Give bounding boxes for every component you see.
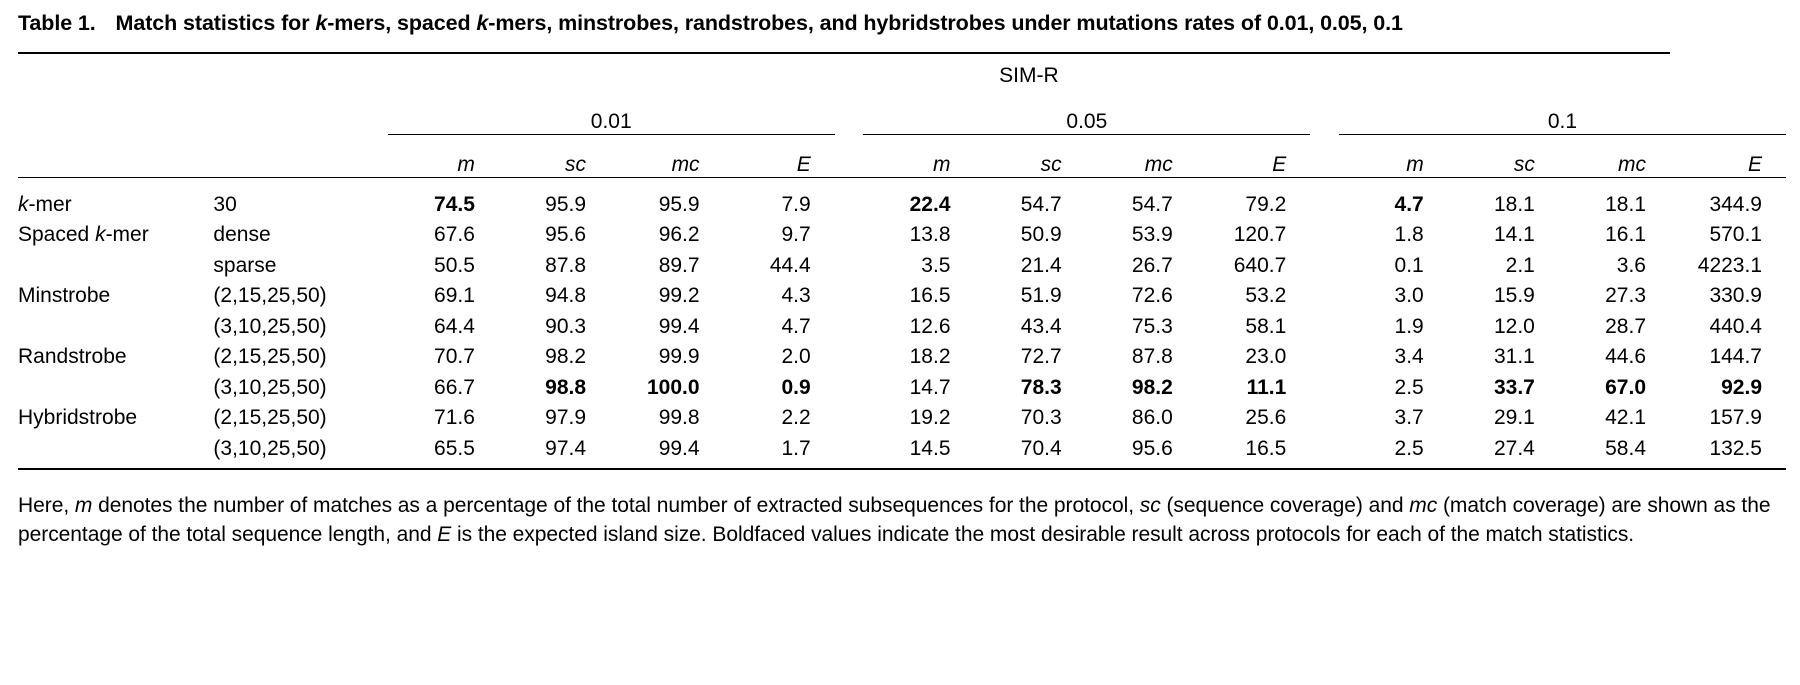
table-cell: 1.9	[1394, 314, 1424, 338]
table-cell: 53.2	[1245, 284, 1287, 307]
table-cell: 95.6	[1086, 430, 1197, 469]
row-protocol-name: k-mer	[18, 192, 72, 216]
table-row	[18, 369, 1786, 400]
table-row	[18, 308, 1786, 339]
table-cell: 3.4	[1394, 345, 1424, 368]
subheader-0-sc: sc	[499, 135, 610, 178]
subheader-1-e: E	[1197, 135, 1311, 178]
table-cell: 27.4	[1448, 430, 1559, 469]
table-cell: 97.9	[545, 406, 587, 429]
table-cell: 4.7	[1394, 192, 1424, 216]
table-cell: 64.4	[434, 314, 475, 338]
table-cell: 44.4	[769, 253, 811, 277]
table-caption-text: Match statistics for k-mers, spaced k-mers, minstrobes, randstrobes, and hybridstrobes under mutations rates of 0.01, 0.05, 0.1	[115, 11, 1403, 35]
subheader-blank-param	[213, 135, 387, 178]
table-cell: 43.4	[1020, 314, 1062, 338]
table-cell: 25.6	[1245, 406, 1287, 429]
row-protocol-name: Spaced k-mer	[18, 223, 149, 246]
table-cell: 87.8	[1131, 345, 1173, 368]
subheader-2-mc: mc	[1559, 135, 1670, 178]
column-gap	[835, 217, 864, 248]
table-cell: 44.6	[1605, 345, 1646, 368]
subheader-0-m: m	[388, 135, 499, 178]
table-cell: 14.5	[863, 430, 974, 469]
table-cell: 18.1	[1605, 192, 1646, 216]
column-gap	[835, 278, 864, 309]
table-cell: 21.4	[1020, 253, 1062, 277]
table-cell: 87.8	[545, 253, 587, 277]
table-cell: 28.7	[1605, 314, 1646, 338]
table-cell: 132.5	[1670, 430, 1786, 469]
table-cell: 74.5	[434, 192, 475, 216]
subheader-0-mc: mc	[610, 135, 724, 178]
table-footnote: Here, m denotes the number of matches as a percentage of the total number of extracted subsequences for the protocol, sc (sequence coverage) and mc (match coverage) are shown as the percentage of the total sequence length, and E is the expected island size. Boldfaced values indicate the most desirable result across protocols for each of the match statistics.	[18, 494, 1771, 546]
table-cell: 14.7	[909, 375, 951, 399]
table-row	[18, 400, 1786, 431]
table-cell: 570.1	[1709, 223, 1762, 246]
subheader-1-sc: sc	[975, 135, 1086, 178]
table-cell: 4223.1	[1697, 253, 1762, 277]
row-protocol-name	[18, 430, 213, 469]
table-cell: 0.9	[781, 375, 811, 399]
table-cell: 2.5	[1394, 375, 1424, 399]
subheader-1-m: m	[863, 135, 974, 178]
column-gap	[835, 400, 864, 431]
table-row	[18, 178, 1786, 217]
column-gap	[1310, 308, 1339, 339]
table-cell: 99.9	[658, 345, 700, 368]
table-cell: 18.2	[909, 345, 951, 368]
table-cell: 1.7	[724, 430, 835, 469]
row-protocol-name: Hybridstrobe	[18, 406, 138, 429]
table-cell: 0.1	[1394, 253, 1424, 277]
subheader-blank-name	[18, 135, 213, 178]
table-cell: 50.9	[1020, 223, 1062, 246]
table-cell: 69.1	[434, 284, 475, 307]
table-cell: 2.2	[781, 406, 811, 429]
table-cell: 98.2	[1131, 375, 1173, 399]
table-cell: 19.2	[909, 406, 951, 429]
table-cell: 2.5	[1339, 430, 1448, 469]
column-gap	[835, 339, 864, 370]
table-cell: 70.7	[434, 345, 475, 368]
table-cell: 95.9	[545, 192, 587, 216]
group-header-2: 0.1	[1339, 94, 1786, 135]
table-cell: 98.8	[545, 375, 587, 399]
table-cell: 11.1	[1246, 375, 1287, 399]
table-cell: 66.7	[434, 375, 475, 399]
subheader-gap-1	[835, 135, 864, 178]
row-parameters: 30	[213, 192, 237, 216]
row-parameters: (2,15,25,50)	[213, 406, 327, 429]
table-cell: 99.8	[658, 406, 700, 429]
table-cell: 23.0	[1245, 345, 1287, 368]
table-cell: 90.3	[545, 314, 587, 338]
subheader-0-e: E	[724, 135, 835, 178]
column-gap	[835, 369, 864, 400]
table-cell: 94.8	[545, 284, 587, 307]
column-gap	[835, 430, 864, 469]
column-gap	[1310, 278, 1339, 309]
header-simr: SIM-R	[388, 53, 1670, 94]
column-gap	[835, 308, 864, 339]
subheader-1-mc: mc	[1086, 135, 1197, 178]
table-row	[18, 247, 1786, 278]
table-cell: 95.6	[545, 223, 587, 246]
table-cell: 7.9	[781, 192, 811, 216]
table-cell: 54.7	[1020, 192, 1062, 216]
table-cell: 97.4	[499, 430, 610, 469]
column-gap	[1310, 339, 1339, 370]
table-cell: 157.9	[1709, 406, 1762, 429]
table-cell: 4.3	[781, 284, 811, 307]
table-cell: 54.7	[1131, 192, 1173, 216]
table-cell: 75.3	[1131, 314, 1173, 338]
column-gap	[1310, 400, 1339, 431]
table-cell: 89.7	[658, 253, 700, 277]
column-gap	[835, 247, 864, 278]
table-cell: 53.9	[1131, 223, 1173, 246]
row-parameters: dense	[213, 223, 271, 246]
table-cell: 120.7	[1233, 223, 1287, 246]
table-cell: 27.3	[1605, 284, 1646, 307]
table-cell: 3.0	[1394, 284, 1424, 307]
row-parameters: (3,10,25,50)	[213, 430, 387, 469]
table-cell: 29.1	[1493, 406, 1535, 429]
row-parameters: (2,15,25,50)	[213, 284, 327, 307]
table-cell: 3.5	[921, 253, 951, 277]
table-row	[18, 278, 1786, 309]
table-cell: 3.7	[1394, 406, 1424, 429]
column-gap	[1310, 247, 1339, 278]
column-gap	[1310, 217, 1339, 248]
group-header-1: 0.05	[863, 94, 1310, 135]
table-cell: 144.7	[1709, 345, 1762, 368]
column-gap	[835, 178, 864, 217]
table-cell: 67.0	[1605, 375, 1646, 399]
subheader-2-e: E	[1670, 135, 1786, 178]
table-cell: 22.4	[909, 192, 951, 216]
table-cell: 33.7	[1493, 375, 1535, 399]
subheader-2-sc: sc	[1448, 135, 1559, 178]
table-cell: 65.5	[388, 430, 499, 469]
header-blank-name	[18, 53, 213, 94]
table-cell: 86.0	[1131, 406, 1173, 429]
table-cell: 51.9	[1020, 284, 1062, 307]
table-cell: 42.1	[1605, 406, 1646, 429]
match-statistics-table	[18, 52, 1786, 470]
table-cell: 96.2	[658, 223, 700, 246]
table-cell: 92.9	[1721, 375, 1762, 399]
table-cell: 15.9	[1493, 284, 1535, 307]
table-cell: 344.9	[1709, 192, 1762, 216]
table-cell: 100.0	[647, 375, 700, 399]
spacer-param	[213, 94, 387, 135]
header-row-statistics	[18, 135, 1786, 178]
row-protocol-name	[18, 247, 213, 278]
header-row-groups	[18, 94, 1786, 135]
table-cell: 95.9	[658, 192, 700, 216]
table-cell: 78.3	[1020, 375, 1062, 399]
table-cell: 12.6	[909, 314, 951, 338]
table-cell: 440.4	[1709, 314, 1762, 338]
table-cell: 2.0	[781, 345, 811, 368]
column-gap	[1310, 178, 1339, 217]
table-cell: 72.6	[1131, 284, 1173, 307]
row-protocol-name: Minstrobe	[18, 284, 111, 307]
table-cell: 14.1	[1493, 223, 1535, 246]
table-cell: 70.4	[975, 430, 1086, 469]
table-cell: 2.1	[1505, 253, 1535, 277]
table-cell: 640.7	[1233, 253, 1287, 277]
header-row-dataset	[18, 53, 1786, 94]
table-data-rows	[18, 178, 1786, 469]
table-cell: 99.4	[610, 430, 724, 469]
table-row	[18, 430, 1786, 469]
table-cell: 70.3	[1020, 406, 1062, 429]
table-cell: 16.5	[1197, 430, 1311, 469]
table-cell: 16.5	[909, 284, 951, 307]
spacer-name	[18, 94, 213, 135]
table-cell: 9.7	[781, 223, 811, 246]
row-protocol-name	[18, 369, 213, 400]
table-cell: 4.7	[781, 314, 811, 338]
table-cell: 79.2	[1245, 192, 1287, 216]
table-row	[18, 339, 1786, 370]
table-cell: 72.7	[1020, 345, 1062, 368]
table-cell: 99.2	[658, 284, 700, 307]
row-protocol-name: Randstrobe	[18, 345, 127, 368]
table-cell: 50.5	[434, 253, 475, 277]
column-gap	[1310, 430, 1339, 469]
group-gap-1	[835, 94, 864, 135]
table-cell: 67.6	[434, 223, 475, 246]
table-cell: 71.6	[434, 406, 475, 429]
table-cell: 1.8	[1394, 223, 1424, 246]
table-cell: 12.0	[1493, 314, 1535, 338]
row-protocol-name	[18, 308, 213, 339]
table-cell: 18.1	[1493, 192, 1535, 216]
table-cell: 58.1	[1245, 314, 1287, 338]
table-caption-label: Table 1.	[18, 11, 96, 35]
table-cell: 13.8	[909, 223, 951, 246]
table-cell: 16.1	[1605, 223, 1646, 246]
table-cell: 99.4	[658, 314, 700, 338]
row-parameters: (3,10,25,50)	[213, 314, 327, 338]
table-cell: 330.9	[1709, 284, 1762, 307]
column-gap	[1310, 369, 1339, 400]
subheader-2-m: m	[1339, 135, 1448, 178]
table-cell: 58.4	[1559, 430, 1670, 469]
row-parameters: (3,10,25,50)	[213, 375, 327, 399]
group-header-0: 0.01	[388, 94, 835, 135]
table-caption	[18, 10, 1783, 36]
table-cell: 31.1	[1493, 345, 1535, 368]
table-body	[18, 53, 1786, 178]
table-cell: 3.6	[1616, 253, 1646, 277]
header-blank-param	[213, 53, 387, 94]
row-parameters: (2,15,25,50)	[213, 345, 327, 368]
table-cell: 98.2	[545, 345, 587, 368]
table-cell: 26.7	[1131, 253, 1173, 277]
group-gap-2	[1310, 94, 1339, 135]
subheader-gap-2	[1310, 135, 1339, 178]
table-row	[18, 217, 1786, 248]
row-parameters: sparse	[213, 253, 277, 277]
